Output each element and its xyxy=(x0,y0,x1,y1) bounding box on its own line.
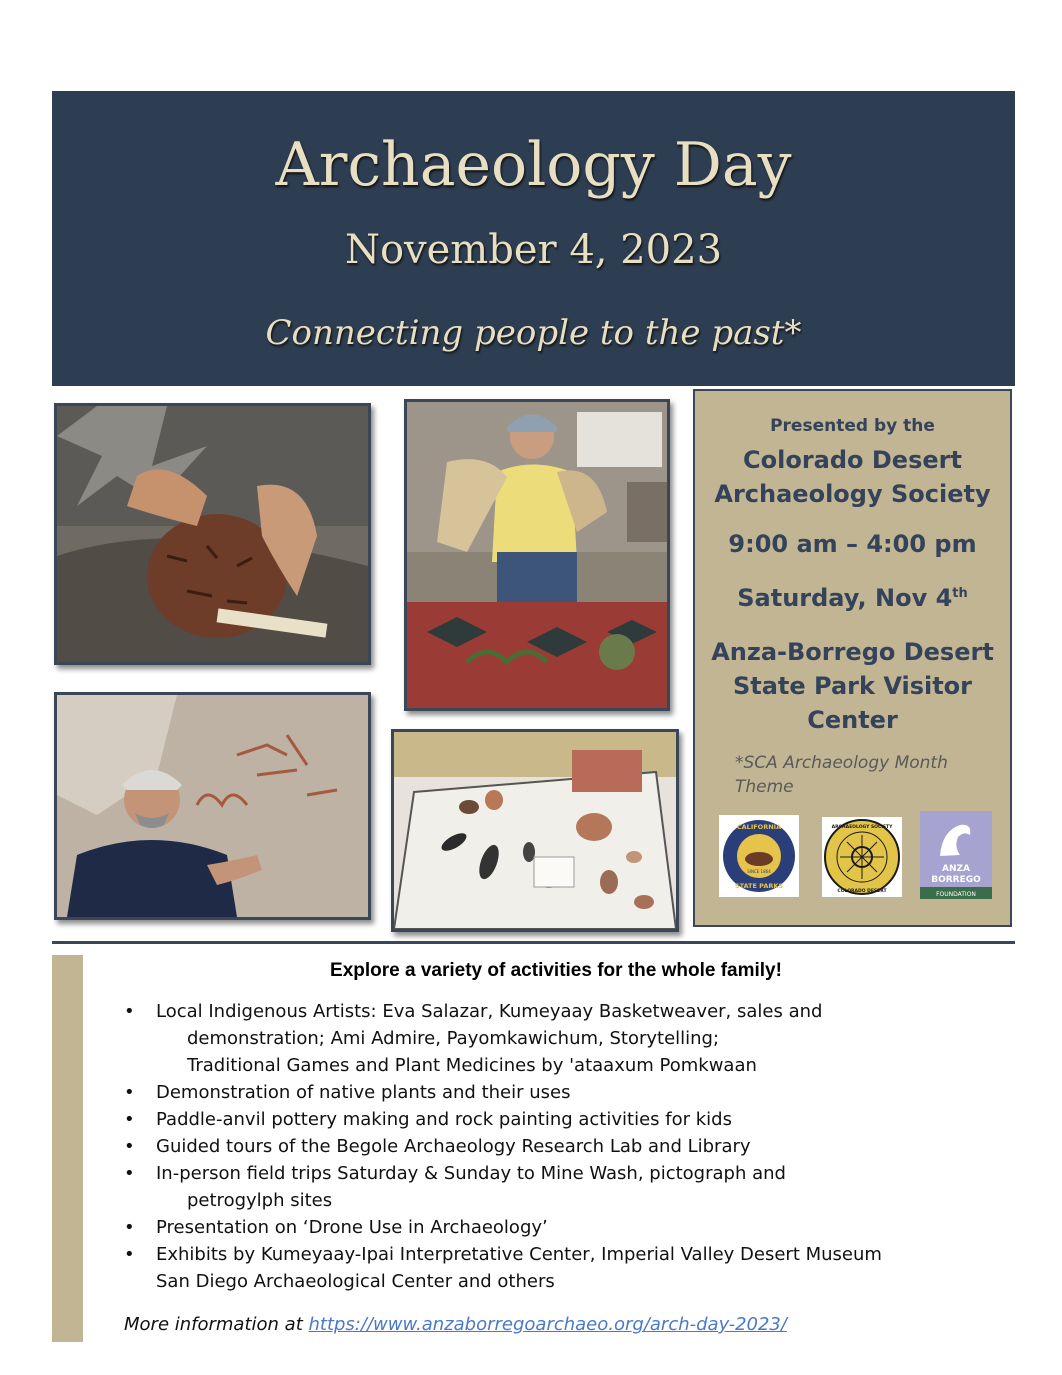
logo-cdas-bottom-text: COLORADO DESERT xyxy=(837,889,887,894)
accent-bar xyxy=(52,955,83,1342)
organization-name xyxy=(695,443,1010,511)
organization-line2: Archaeology Society xyxy=(714,480,991,508)
venue-line3: Center xyxy=(807,706,898,734)
list-item-line: Traditional Games and Plant Medicines by 'ataaxum Pomkwaan xyxy=(187,1055,757,1076)
list-item xyxy=(120,1133,1000,1160)
more-info-link[interactable]: https://www.anzaborregoarchaeo.org/arch-day-2023/ xyxy=(308,1314,787,1335)
event-venue xyxy=(695,635,1010,737)
list-item xyxy=(120,1079,1000,1106)
logo-abf-line3: FOUNDATION xyxy=(936,891,976,898)
photo-clay-pot xyxy=(54,403,371,665)
list-item xyxy=(120,998,1000,1079)
logo-parks-top-text: CALIFORNIA xyxy=(736,823,782,831)
tagline: Connecting people to the past* xyxy=(265,313,802,353)
california-state-parks-logo xyxy=(719,815,799,897)
list-item-line: • Demonstration of native plants and their uses xyxy=(156,1082,571,1103)
logo-parks-bottom-text: STATE PARKS xyxy=(734,882,784,890)
header-banner xyxy=(52,91,1015,386)
list-item-line: • Presentation on ‘Drone Use in Archaeology’ xyxy=(156,1217,548,1238)
list-item-line: • Local Indigenous Artists: Eva Salazar, Kumeyaay Basketweaver, sales and xyxy=(156,1001,823,1022)
anza-borrego-foundation-logo xyxy=(920,811,992,899)
photo-pictograph-guide xyxy=(54,692,371,920)
theme-note xyxy=(735,751,990,799)
activities-list xyxy=(120,998,1000,1295)
colorado-desert-archaeology-society-logo xyxy=(822,817,902,897)
photo-basketweaver xyxy=(404,399,670,711)
venue-line2: State Park Visitor xyxy=(732,672,973,700)
list-item-line: petrogylph sites xyxy=(187,1190,333,1211)
list-item xyxy=(120,1214,1000,1241)
more-info xyxy=(124,1314,787,1335)
page-title: Archaeology Day xyxy=(275,130,792,200)
list-item xyxy=(120,1160,1000,1214)
event-info-panel xyxy=(693,389,1012,927)
event-date: November 4, 2023 xyxy=(344,227,723,273)
photo-artifact-display xyxy=(391,729,679,932)
list-item-line: demonstration; Ami Admire, Payomkawichum, Storytelling; xyxy=(187,1028,720,1049)
logo-parks-mid-text: SINCE 1864 xyxy=(747,869,771,874)
list-item xyxy=(120,1106,1000,1133)
venue-line1: Anza-Borrego Desert xyxy=(711,638,994,666)
section-divider xyxy=(52,941,1015,944)
more-info-prefix: More information at xyxy=(124,1314,309,1335)
list-item-line: • Exhibits by Kumeyaay-Ipai Interpretative Center, Imperial Valley Desert Museum xyxy=(156,1244,882,1265)
list-item xyxy=(120,1241,1000,1295)
organization-line1: Colorado Desert xyxy=(743,446,962,474)
logo-abf-line1: ANZA xyxy=(942,864,970,874)
theme-note-line2: Theme xyxy=(735,777,794,797)
event-time: 9:00 am – 4:00 pm xyxy=(728,530,977,558)
activities-heading: Explore a variety of activities for the whole family! xyxy=(330,960,782,981)
event-day xyxy=(695,584,1010,612)
logo-cdas-top-text: ARCHAEOLOGY SOCIETY xyxy=(831,825,893,830)
list-item-line: • Paddle-anvil pottery making and rock painting activities for kids xyxy=(156,1109,732,1130)
logo-abf-line2: BORREGO xyxy=(931,875,981,885)
presented-by-label: Presented by the xyxy=(770,416,935,436)
list-item-line: San Diego Archaeological Center and others xyxy=(156,1271,555,1292)
list-item-line: • In-person field trips Saturday & Sunday to Mine Wash, pictograph and xyxy=(156,1163,786,1184)
theme-note-line1: *SCA Archaeology Month xyxy=(735,753,948,773)
event-day-text: Saturday, Nov 4 xyxy=(737,584,953,612)
list-item-line: • Guided tours of the Begole Archaeology Research Lab and Library xyxy=(156,1136,751,1157)
event-day-suffix: th xyxy=(952,586,968,601)
